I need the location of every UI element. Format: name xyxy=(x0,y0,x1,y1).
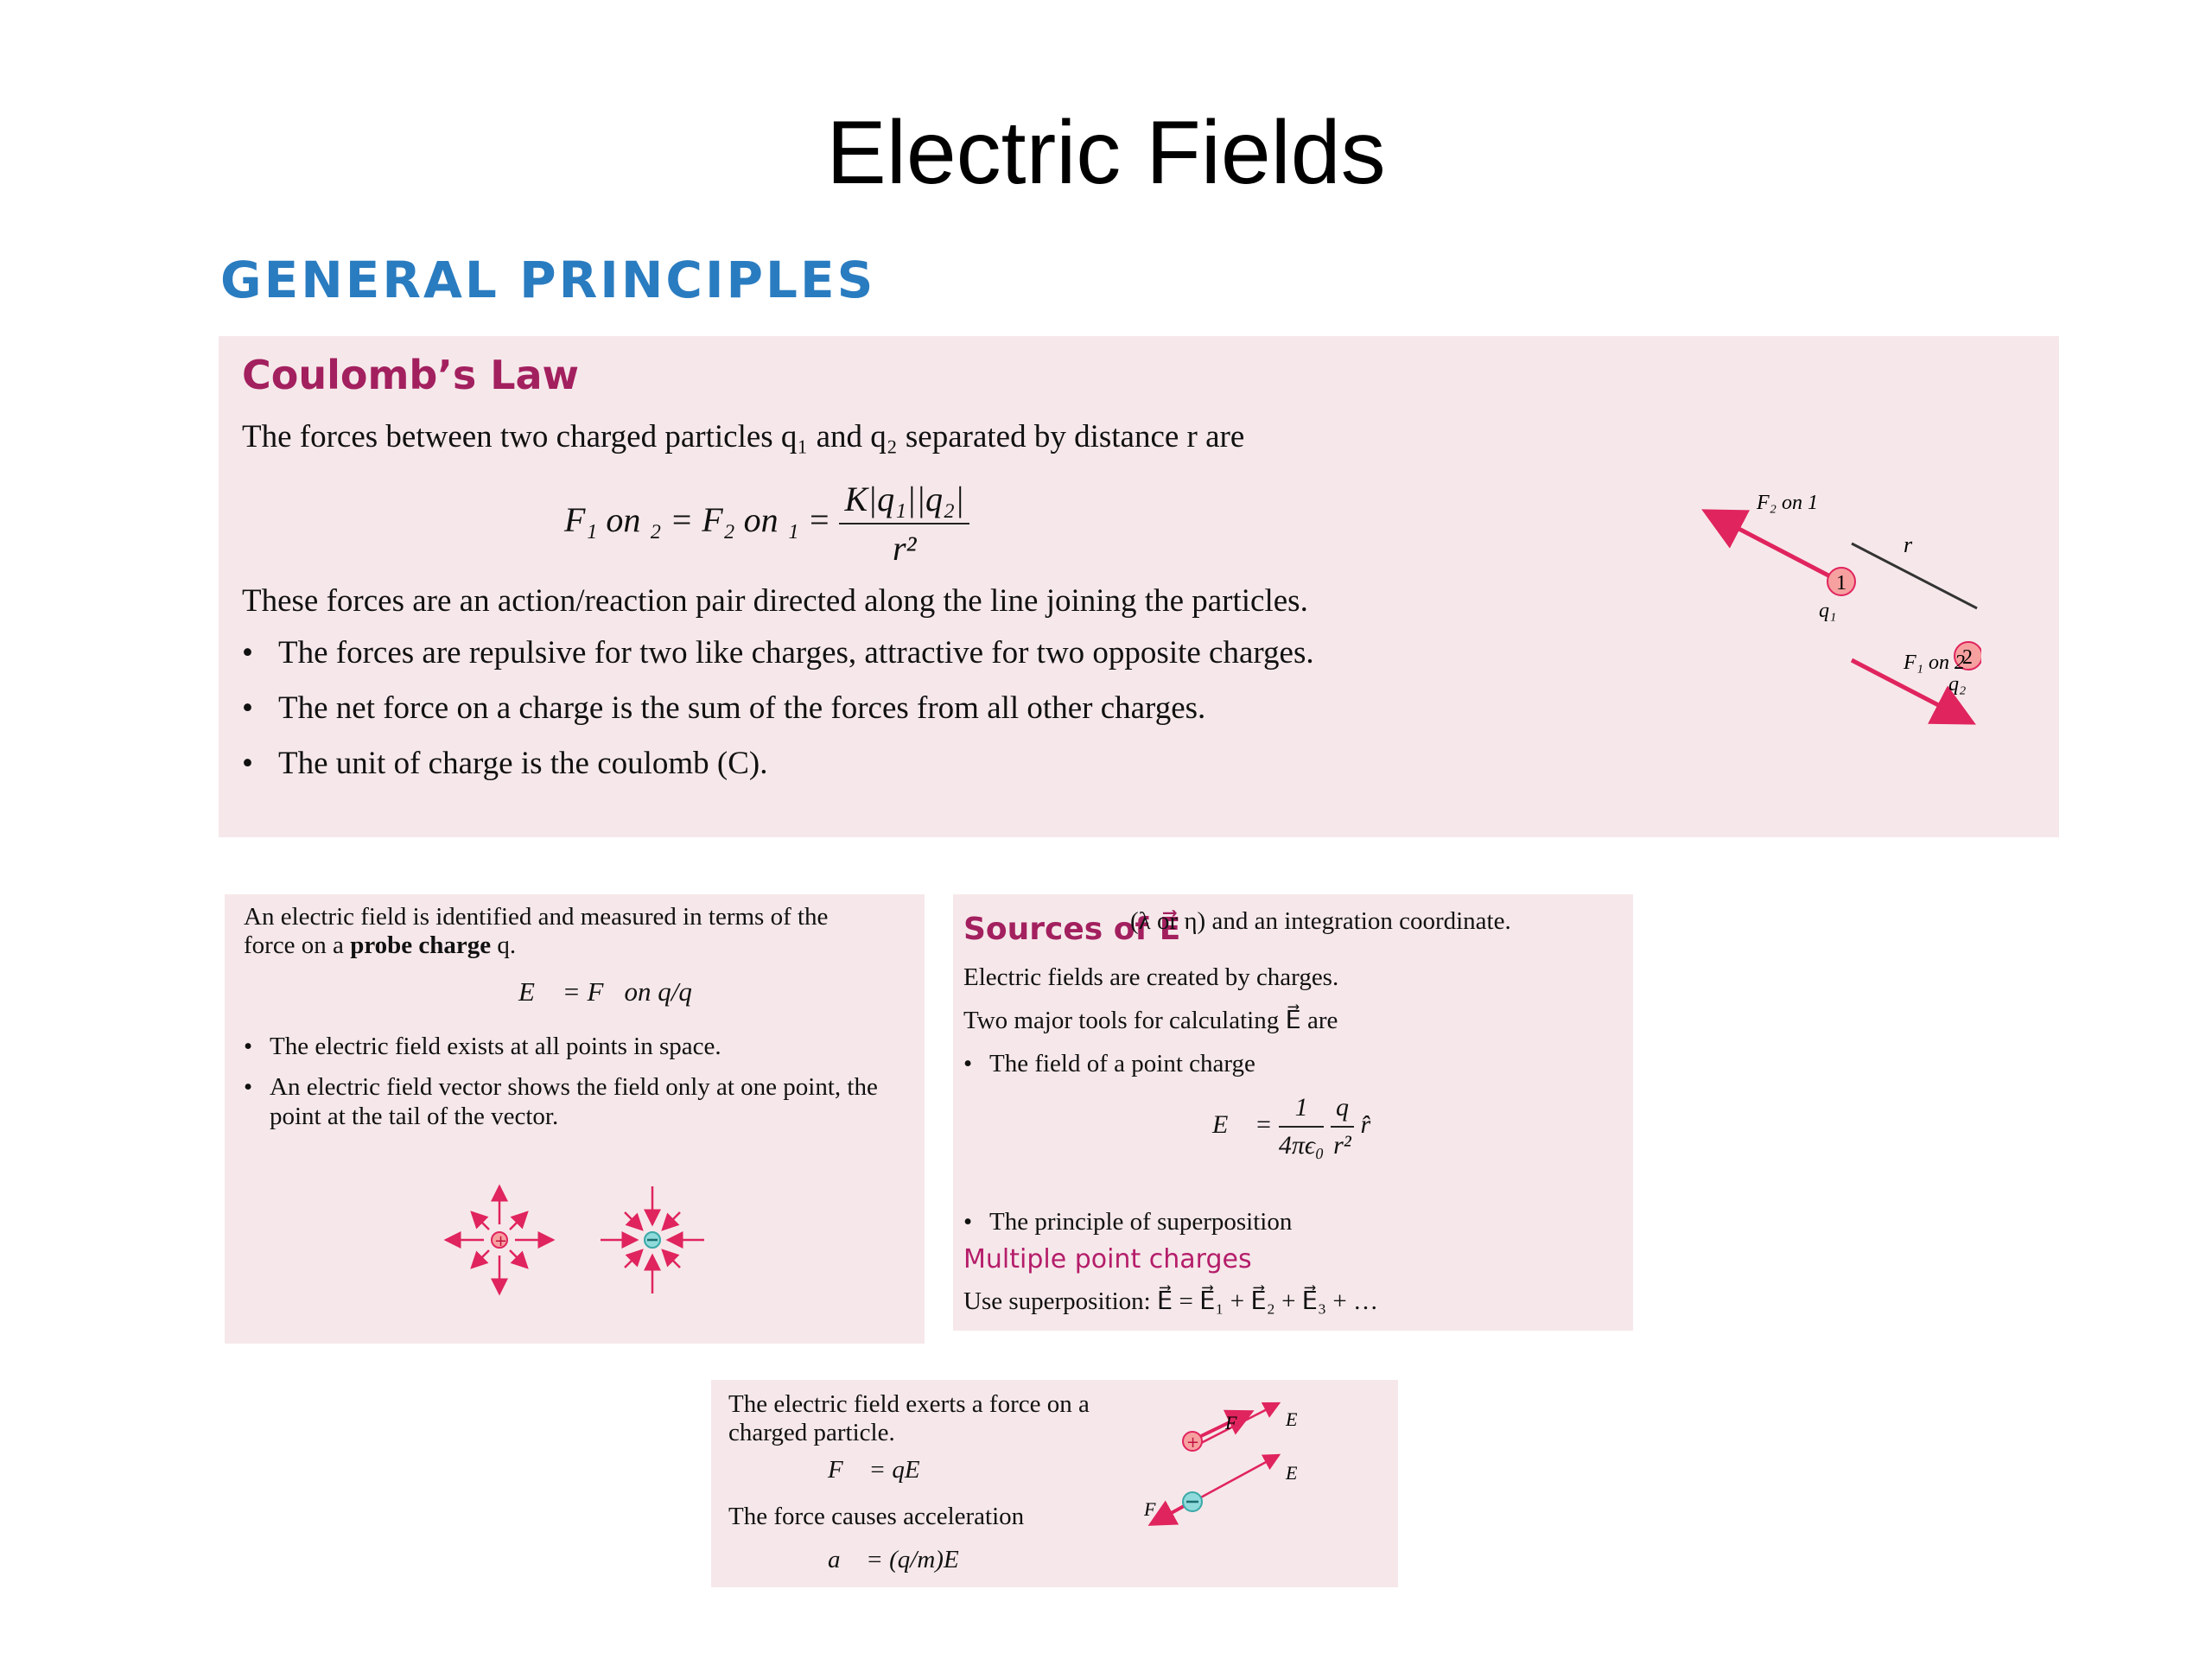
q1-label: q₁ xyxy=(1819,600,1837,622)
field-label-bottom: E⃗ xyxy=(1286,1462,1313,1484)
fraction-1-denominator: 4πϵ₀ xyxy=(1278,1131,1325,1160)
charge-1-number: 1 xyxy=(1836,572,1847,594)
coulomb-law-panel xyxy=(219,336,2059,837)
plus-sign-icon: + xyxy=(1186,1433,1200,1452)
plus-sign-icon: + xyxy=(494,1232,508,1250)
field-definition-formula: E⃗ = F⃗on q/q xyxy=(518,976,692,1007)
fraction-2-numerator: q xyxy=(1331,1093,1354,1128)
force-text-2: The force causes acceleration xyxy=(728,1503,1025,1530)
coulomb-bullet: • The unit of charge is the coulomb (C). xyxy=(242,745,1314,800)
multiple-charges-heading: Multiple point charges xyxy=(963,1244,1252,1274)
sources-line-1: Electric fields are created by charges. xyxy=(963,963,1339,991)
f2on1-label: F₂ on 1 xyxy=(1757,492,1819,514)
distance-label: r xyxy=(1904,532,1913,557)
coulomb-bullet: • The forces are repulsive for two like charges, attractive for two opposite charges. xyxy=(242,634,1314,690)
sources-title-tail: (λ or η) and an integration coordinate. xyxy=(1130,907,1511,935)
coulomb-numerator: K|q₁||q₂| xyxy=(839,479,969,524)
force-text-1: The electric field exerts a force on a charged particle. xyxy=(728,1390,1090,1447)
unit-vector: r̂ xyxy=(1360,1109,1371,1139)
fraction-1-numerator: 1 xyxy=(1279,1093,1325,1128)
point-charge-formula xyxy=(1212,1093,1370,1160)
slide-title: Electric Fields xyxy=(826,103,1386,203)
coulomb-force-diagram xyxy=(1463,483,1981,734)
force-formula: F⃗ = qE⃗ xyxy=(828,1456,940,1484)
field-intro xyxy=(244,903,883,961)
point-charge-formula-lhs: E⃗ = xyxy=(1212,1109,1273,1139)
coulomb-formula xyxy=(564,479,969,569)
force-2-on-1-arrow xyxy=(1709,513,1830,576)
point-charge-field-diagram xyxy=(432,1171,709,1309)
point-charge-fraction-2 xyxy=(1331,1093,1354,1160)
sources-line-2: Two major tools for calculating E⃗ are xyxy=(963,1007,1338,1034)
point-charge-fraction-1 xyxy=(1279,1093,1325,1160)
coulomb-fraction xyxy=(839,479,969,569)
sources-bullet: • The principle of superposition xyxy=(963,1208,1643,1236)
field-label-top: E⃗ xyxy=(1286,1408,1313,1430)
coulomb-denominator: r² xyxy=(892,529,917,568)
coulomb-formula-lhs: F₁ on ₂ = F₂ on ₁ = xyxy=(564,500,831,540)
field-bullet-list xyxy=(244,1033,900,1143)
q2-label: q₂ xyxy=(1948,673,1967,696)
electric-field-panel xyxy=(225,894,925,1344)
field-intro-end: q. xyxy=(491,931,517,960)
f1on2-label: F₁ on 2 xyxy=(1904,652,1966,674)
sources-panel xyxy=(953,894,1633,1331)
force-on-charges-diagram xyxy=(1139,1393,1381,1574)
superposition-formula: Use superposition: E⃗ = E⃗₁ + E⃗₂ + E⃗₃ + … xyxy=(963,1287,1378,1315)
coulomb-bullet: • The net force on a charge is the sum of the forces from all other charges. xyxy=(242,690,1314,745)
coulomb-intro: The forces between two charged particles q₁ and q₂ separated by distance r are xyxy=(242,419,1245,454)
coulomb-bullet-list xyxy=(242,634,1314,800)
action-reaction-text: These forces are an action/reaction pair directed along the line joining the particles. xyxy=(242,583,1308,619)
sources-title: Sources of E⃗ xyxy=(963,912,1181,947)
charge-2-number: 2 xyxy=(1962,646,1973,669)
field-bullet: • An electric field vector shows the field only at one point, the point at the tail of the vector. xyxy=(244,1073,900,1131)
force-panel xyxy=(711,1380,1398,1587)
probe-charge-term: probe charge xyxy=(350,931,492,960)
section-heading: GENERAL PRINCIPLES xyxy=(220,251,876,309)
acceleration-formula: a⃗ = (q/m)E⃗ xyxy=(828,1546,979,1573)
sources-bullet: • The field of a point charge xyxy=(963,1050,1643,1078)
force-label-bottom: F⃗ xyxy=(1144,1498,1171,1520)
field-bullet: • The electric field exists at all points in space. xyxy=(244,1033,900,1061)
fraction-2-denominator: r² xyxy=(1333,1131,1351,1160)
field-intro-text: An electric field is identified and measured in terms of the force on a xyxy=(244,903,829,960)
field-vector-bottom xyxy=(1199,1455,1279,1498)
distance-line xyxy=(1852,543,1977,608)
force-label-top: F⃗ xyxy=(1225,1412,1252,1433)
coulomb-law-title: Coulomb’s Law xyxy=(242,352,580,398)
